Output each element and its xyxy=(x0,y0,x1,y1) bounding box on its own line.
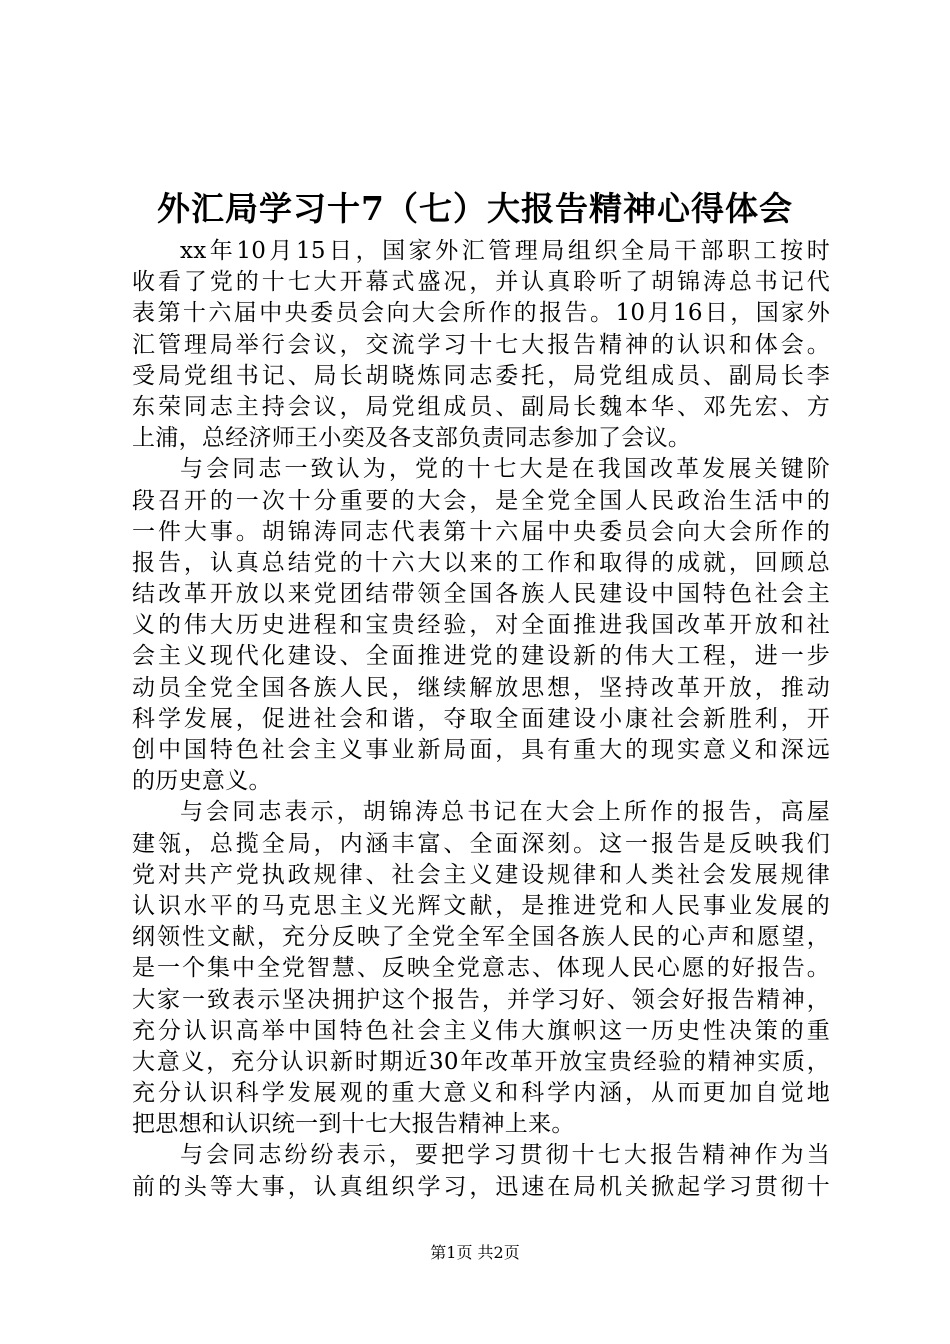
paragraph-line: 与会同志表示，胡锦涛总书记在大会上所作的报告，高屋 xyxy=(180,799,830,826)
paragraph-line: 充分认识高举中国特色社会主义伟大旗帜这一历史性决策的重 xyxy=(132,1017,830,1044)
paragraph-line: 会主义现代化建设、全面推进党的建设新的伟大工程，进一步 xyxy=(132,643,830,670)
paragraph xyxy=(132,454,830,797)
paragraph-line: 与会同志纷纷表示，要把学习贯彻十七大报告精神作为当 xyxy=(180,1142,830,1169)
paragraph-line: 充分认识科学发展观的重大意义和科学内涵，从而更加自觉地 xyxy=(132,1080,830,1107)
paragraph-line: 创中国特色社会主义事业新局面，具有重大的现实意义和深远 xyxy=(132,737,830,763)
paragraph-line: 动员全党全国各族人民，继续解放思想，坚持改革开放，推动 xyxy=(132,674,830,701)
page-footer: 第1页 共2页 xyxy=(430,1243,520,1262)
paragraph-line: 收看了党的十七大开幕式盛况，并认真聆听了胡锦涛总书记代 xyxy=(132,269,830,296)
paragraph-line: 党对共产党执政规律、社会主义建设规律和人类社会发展规律 xyxy=(132,861,830,888)
paragraph-line: 科学发展，促进社会和谐，夺取全面建设小康社会新胜利，开 xyxy=(132,705,830,732)
paragraph-line: 结改革开放以来党团结带领全国各族人民建设中国特色社会主 xyxy=(132,581,830,608)
paragraph xyxy=(132,797,830,1140)
paragraph-line: 把思想和认识统一到十七大报告精神上来。 xyxy=(132,1111,575,1138)
paragraph-line: 段召开的一次十分重要的大会，是全党全国人民政治生活中的 xyxy=(132,487,830,514)
paragraph-line: 大家一致表示坚决拥护这个报告，并学习好、领会好报告精神， xyxy=(132,986,830,1013)
paragraph-line: 一件大事。胡锦涛同志代表第十六届中央委员会向大会所作的 xyxy=(132,518,830,545)
paragraph-line: 受局党组书记、局长胡晓炼同志委托，局党组成员、副局长李 xyxy=(132,362,830,389)
paragraph-line: 建瓴，总揽全局，内涵丰富、全面深刻。这一报告是反映我们 xyxy=(132,830,830,857)
paragraph-line: 纲领性文献，充分反映了全党全军全国各族人民的心声和愿望， xyxy=(132,924,830,951)
paragraph-line: 表第十六届中央委员会向大会所作的报告。10月16日，国家外 xyxy=(132,300,830,327)
paragraph-line: 与会同志一致认为，党的十七大是在我国改革发展关键阶 xyxy=(180,456,830,483)
paragraph-line: 是一个集中全党智慧、反映全党意志、体现人民心愿的好报告。 xyxy=(132,955,830,982)
paragraph-line: 认识水平的马克思主义光辉文献，是推进党和人民事业发展的 xyxy=(132,892,830,919)
paragraph-line: 报告，认真总结党的十六大以来的工作和取得的成就，回顾总 xyxy=(132,549,830,576)
paragraph-line: 的历史意义。 xyxy=(132,768,272,795)
paragraph-line: 东荣同志主持会议，局党组成员、副局长魏本华、邓先宏、方 xyxy=(132,393,830,420)
paragraph-line: 大意义，充分认识新时期近30年改革开放宝贵经验的精神实质， xyxy=(132,1048,830,1075)
paragraph-line: 前的头等大事，认真组织学习，迅速在局机关掀起学习贯彻十 xyxy=(132,1173,830,1200)
paragraph xyxy=(132,236,830,454)
paragraph-line: 义的伟大历史进程和宝贵经验，对全面推进我国改革开放和社 xyxy=(132,612,830,639)
document-title: 外汇局学习十7（七）大报告精神心得体会 xyxy=(157,189,793,228)
paragraph xyxy=(132,1140,830,1202)
paragraph-line: xx年10月15日，国家外汇管理局组织全局干部职工按时 xyxy=(180,238,830,264)
document-body xyxy=(132,236,830,1203)
paragraph-line: 上浦，总经济师王小奕及各支部负责同志参加了会议。 xyxy=(132,425,692,452)
paragraph-line: 汇管理局举行会议，交流学习十七大报告精神的认识和体会。 xyxy=(132,331,830,358)
